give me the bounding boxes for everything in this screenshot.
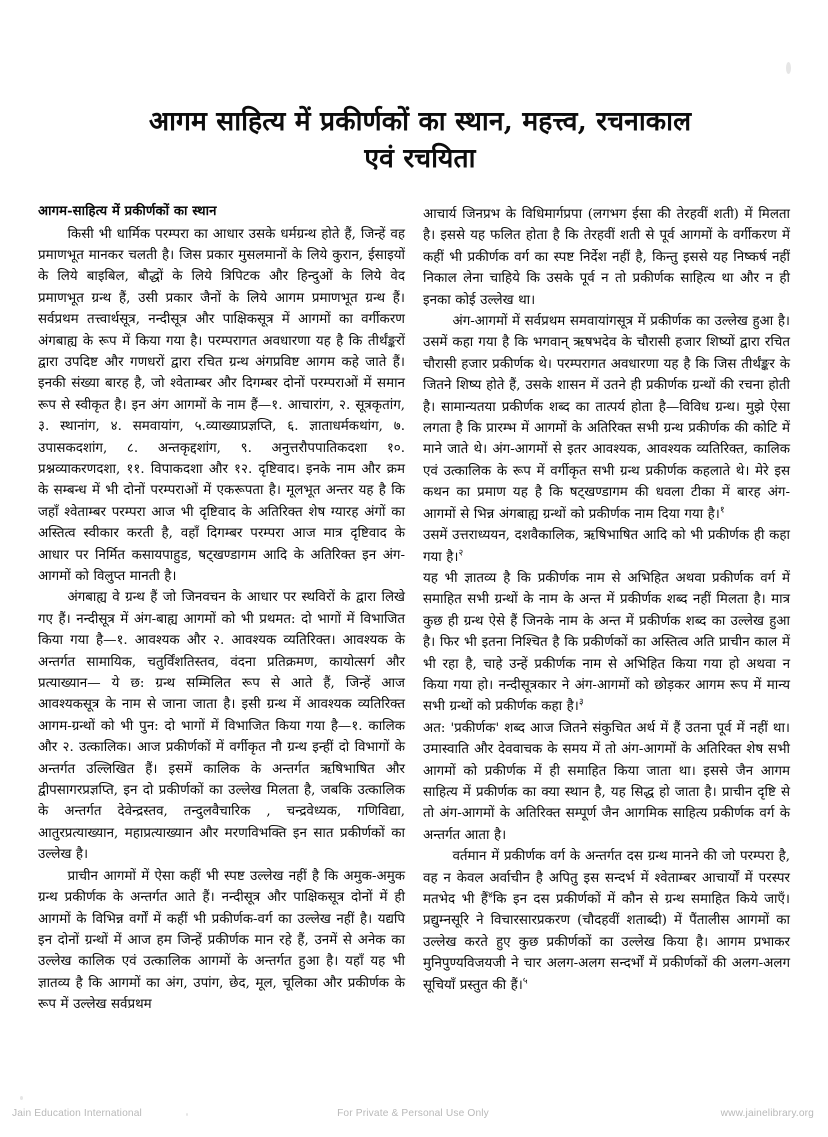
footer-publisher: Jain Education International xyxy=(12,1108,142,1119)
section-heading: आगम-साहित्य में प्रकीर्णकों का स्थान xyxy=(38,204,217,219)
paragraph xyxy=(423,846,790,996)
paragraph: आचार्य जिनप्रभ के विधिमार्गप्रपा (लगभग ईसा की तेरहवीं शती) में मिलता है। इससे यह फलित होता है कि तेरहवीं शती से पूर्व आगमों के वर्गीकरण में कहीं भी प्रकीर्णक वर्ग का स्पष्ट निर्देश नहीं है, किन्तु इससे यह निष्कर्ष नहीं निकाल लेना चाहिये कि उसके पूर्व न तो प्रकीर्णक साहित्य था और न ही इनका कोई उल्लेख था। xyxy=(423,207,790,308)
paragraph xyxy=(423,311,790,525)
paragraph xyxy=(423,525,790,568)
paragraph: अत: 'प्रकीर्णक' शब्द आज जितने संकुचित अर्थ में हैं उतना पूर्व में नहीं था। उमास्वाति और देववाचक के समय में तो अंग-आगमों के अतिरिक्त शेष सभी आगमों को प्रकीर्णक में ही समाहित किया जाता था। इससे जैन आगम साहित्य में प्रकीर्णक का क्या स्थान है, यह सिद्ध हो जाता है। प्राचीन दृष्टि से तो अंग-आगमों के अतिरिक्त सम्पूर्ण जैन आगमिक साहित्य प्रकीर्णक वर्ग के अन्तर्गत आता है। xyxy=(423,720,790,843)
scan-artifact xyxy=(786,62,791,74)
paragraph: किसी भी धार्मिक परम्परा का आधार उसके धर्मग्रन्थ होते हैं, जिन्हें वह प्रमाणभूत मानकर चलती है। जिस प्रकार मुसलमानों के लिये कुरान, ईसाइयों के लिये बाइबिल, बौद्धों के लिये त्रिपिटक और हिन्दुओं के लिये वेद प्रमाणभूत ग्रन्थ हैं, उसी प्रकार जैनों के लिये आगम प्रमाणभूत ग्रन्थ हैं। सर्वप्रथम तत्त्वार्थसूत्र, नन्दीसूत्र और पाक्षिकसूत्र में आगमों का वर्गीकरण अंगबाह्य के रूप में किया गया है। परम्परागत अवधारणा यह है कि तीर्थंङ्करों द्वारा उपदिष्ट और गणधरों द्वारा रचित ग्रन्थ अंगप्रविष्ट आगम कहे जाते हैं। इनकी संख्या बारह है, जो श्वेताम्बर और दिगम्बर दोनों परम्पराओं में समान रूप से स्वीकृत है। इन अंग आगमों के नाम हैं—१. आचारांग, २. सूत्रकृतांग, ३. स्थानांग, ४. समवायांग, ५.व्याख्याप्रज्ञप्ति, ६. ज्ञाताधर्मकथांग, ७. उपासकदशांग, ८. अन्तकृद्दशांग, ९. अनुत्तरौपपातिकदशा १०. प्रश्नव्याकरणदशा, ११. विपाकदशा और १२. दृष्टिवाद। इनके नाम और क्रम के सम्बन्ध में भी दोनों परम्पराओं में एकरूपता है। मूलभूत अन्तर यह है कि जहाँ श्वेताम्बर परम्परा आज भी दृष्टिवाद के अतिरिक्त शेष ग्यारह अंगों का अस्तित्व स्वीकार करती है, वहाँ दिगम्बर परम्परा आज मात्र दृष्टिवाद के आधार पर निर्मित कसायपाहुड, षट्खण्डागम आदि के अतिरिक्त इन अंग-आगमों को विलुप्त मानती है। xyxy=(38,226,405,584)
scan-artifact xyxy=(186,1113,188,1116)
paragraph-text: वर्तमान में प्रकीर्णक वर्ग के अन्तर्गत दस ग्रन्थ मानने की जो परम्परा है, वह न केवल अर्वाचीन है अपितु इस सन्दर्भ में श्वेताम्बर आचार्यों में परस्पर मतभेद भी हैं xyxy=(423,849,790,907)
footnote-marker: २ xyxy=(458,548,464,559)
left-column xyxy=(38,204,405,1016)
paragraph-text: उसमें उत्तराध्ययन, दशवैकालिक, ऋषिभाषित आदि को भी प्रकीर्णक ही कहा गया है। xyxy=(423,528,790,565)
footer-website[interactable]: www.jainelibrary.org xyxy=(720,1108,814,1119)
paragraph-text: अंग-आगमों में सर्वप्रथम समवायांगसूत्र में प्रकीर्णक का उल्लेख हुआ है। उसमें कहा गया है कि भगवान् ऋषभदेव के चौरासी हजार शिष्यों द्वारा रचित चौरासी हजार प्रकीर्णक थे। परम्परागत अवधारणा यह है कि जिस तीर्थंङ्कर के जितने शिष्य होते हैं, उसके शासन में उतने ही प्रकीर्णक ग्रन्थों की रचना होती है। सामान्यतया प्रकीर्णक शब्द का तात्पर्य होता है—विविध ग्रन्थ। मुझे ऐसा लगता है कि प्रारम्भ में आगमों के अतिरिक्त सभी ग्रन्थ प्रकीर्णक की कोटि में माने जाते थे। अंग-आगमों से इतर आवश्यक, आवश्यक व्यतिरिक्त, कालिक एवं उत्कालिक के रूप में वर्गीकृत सभी ग्रन्थ प्रकीर्णक कहलाते थे। मेरे इस कथन का प्रमाण यह है कि षट्खण्डागम की धवला टीका में बारह अंग-आगमों से भिन्न अंगबाह्य ग्रन्थों को प्रकीर्णक नाम दिया गया है। xyxy=(423,314,790,522)
right-column xyxy=(423,204,790,1016)
footnote-marker: ४ xyxy=(488,890,493,901)
page-title-line-1: आगम साहित्य में प्रकीर्णकों का स्थान, महत्त्व, रचनाकाल xyxy=(148,106,692,137)
footnote-marker: १ xyxy=(719,505,725,516)
paragraph: प्राचीन आगमों में ऐसा कहीं भी स्पष्ट उल्लेख नहीं है कि अमुक-अमुक ग्रन्थ प्रकीर्णक के अन्तर्गत आते हैं। नन्दीसूत्र और पाक्षिकसूत्र दोनों में ही आगमों के विभिन्न वर्गों में कहीं भी प्रकीर्णक-वर्ग का उल्लेख नहीं है। यद्यपि इन दोनों ग्रन्थों में आज हम जिन्हें प्रकीर्णक मान रहे हैं, उनमें से अनेक का उल्लेख कालिक एवं उत्कालिक आगमों के अन्तर्गत हुआ है। यहाँ यह भी ज्ञातव्य है कि आगमों का अंग, उपांग, छेद, मूल, चूलिका और प्रकीर्णक के रूप में उल्लेख सर्वप्रथम xyxy=(38,868,405,1013)
footnote-marker: ५ xyxy=(522,976,528,987)
scan-artifact xyxy=(20,1096,23,1100)
footer-usage-notice: For Private & Personal Use Only xyxy=(337,1108,489,1119)
paragraph: अंगबाह्य वे ग्रन्थ हैं जो जिनवचन के आधार पर स्थविरों के द्वारा लिखे गए हैं। नन्दीसूत्र में अंग-बाह्य आगमों को भी प्रथमत: दो भागों में विभाजित किया गया है—१. आवश्यक और २. आवश्यक व्यतिरिक्त। आवश्यक के अन्तर्गत सामायिक, चतुर्विंशतिस्तव, वंदना प्रतिक्रमण, कायोत्सर्ग और प्रत्याख्यान— ये छ: ग्रन्थ सम्मिलित रूप से आते हैं, जिन्हें आज आवश्यकसूत्र के नाम से जाना जाता है। इसी ग्रन्थ में आवश्यक व्यतिरिक्त आगम-ग्रन्थों को भी पुन: दो भागों में विभाजित किया गया है—१. कालिक और २. उत्कालिक। आज प्रकीर्णकों में वर्गीकृत नौ ग्रन्थ इन्हीं दो विभागों के अन्तर्गत उल्लिखित हैं। इसमें कालिक के अन्तर्गत ऋषिभाषित और द्वीपसागरप्रज्ञप्ति, इन दो प्रकीर्णकों का उल्लेख मिलता है, जबकि उत्कालिक के अन्तर्गत देवेन्द्रस्तव, तन्दुलवैचारिक , चन्द्रवेध्यक, गणिविद्या, आतुरप्रत्याख्यान, महाप्रत्याख्यान और मरणविभक्ति इन सात प्रकीर्णकों का उल्लेख है। xyxy=(38,590,405,863)
two-column-body xyxy=(38,204,790,1016)
paragraph-text-cont: कि इन दस प्रकीर्णकों में कौन से ग्रन्थ समाहित किये जाएँ। प्रद्युम्नसूरि ने विचारसारप्रकरण (चौदहवीं शताब्दी) में पैंतालीस आगमों का उल्लेख करते हुए कुछ प्रकीर्णकों का उल्लेख किया है। आगम प्रभाकर मुनिपुण्यविजयजी ने चार अलग-अलग सन्दर्भों में प्रकीर्णकों की अलग-अलग सूचियाँ प्रस्तुत की हैं। xyxy=(423,892,790,993)
page-title-line-2: एवं रचयिता xyxy=(364,142,476,174)
paragraph-text: यह भी ज्ञातव्य है कि प्रकीर्णक नाम से अभिहित अथवा प्रकीर्णक वर्ग में समाहित सभी ग्रन्थों के नाम के अन्त में प्रकीर्णक शब्द नहीं मिलता है। मात्र कुछ ही ग्रन्थ ऐसे हैं जिनके नाम के अन्त में प्रकीर्णक शब्द का उल्लेख हुआ है। फिर भी इतना निश्चित है कि प्रकीर्णकों का अस्तित्व अति प्राचीन काल में भी रहा है, चाहे उन्हें प्रकीर्णक नाम से अभिहित किया गया हो अथवा न किया गया हो। नन्दीसूत्रकार ने अंग-आगमों को छोड़कर आगम रूप में मान्य सभी ग्रन्थों को प्रकीर्णक कहा है। xyxy=(423,570,790,715)
page-footer xyxy=(0,1108,828,1119)
page-title xyxy=(70,104,770,177)
footnote-marker: ३ xyxy=(578,697,584,708)
paragraph xyxy=(423,568,790,718)
